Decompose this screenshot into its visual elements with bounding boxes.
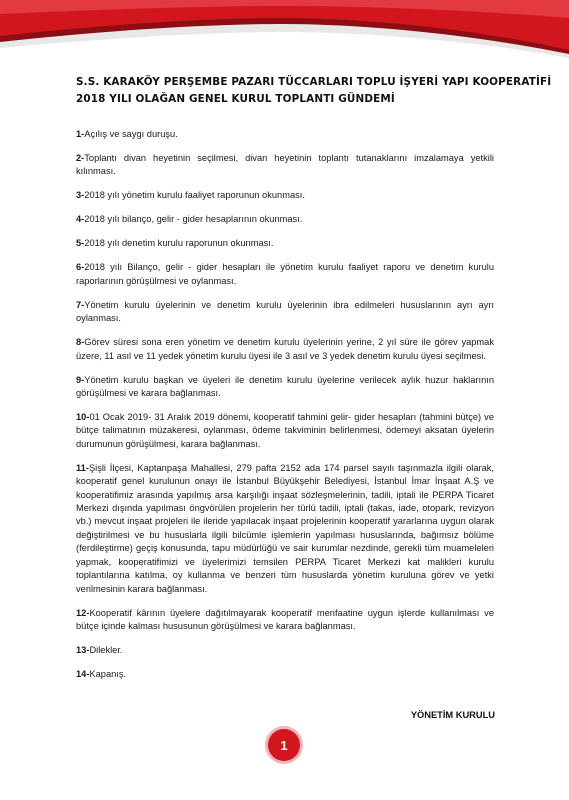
- agenda-item: [76, 411, 494, 451]
- agenda-item: [76, 607, 494, 634]
- agenda-item-text: Dilekler.: [89, 644, 123, 655]
- agenda-item-number: 11-: [76, 462, 89, 473]
- agenda-item: [76, 462, 494, 596]
- agenda-item-text: Yönetim kurulu üyelerinin ve denetim kurulu üyelerinin ibra edilmeleri hususlarının ayrı ayrı oylanması.: [76, 299, 494, 324]
- red-header-band: [0, 0, 569, 70]
- agenda-item-text: 2018 yılı yönetim kurulu faaliyet raporunun okunması.: [84, 190, 305, 201]
- agenda-item: [76, 299, 494, 326]
- agenda-item-text: 2018 yılı Bilanço, gelir - gider hesapları ile yönetim kurulu faaliyet raporu ve denetim kurulu raporlarının görüşülmesi ve oylanması.: [76, 262, 494, 286]
- agenda-item: [76, 237, 494, 250]
- agenda-item-text: 2018 yılı bilanço, gelir - gider hesaplarının okunması.: [84, 214, 303, 225]
- agenda-item-number: 1-: [76, 129, 85, 139]
- agenda-item: [76, 213, 494, 226]
- agenda-item: [76, 152, 494, 179]
- agenda-item-text: Kooperatif kârının üyelere dağıtılmayarak kooperatif menfaatine uygun işlerde kullanılması ve bütçe içinde kalması hususunun görüşülmesi ve karara bağlanması.: [76, 607, 494, 631]
- document-title: [76, 74, 552, 108]
- page-number: 1: [280, 737, 288, 753]
- agenda-item: [76, 336, 494, 363]
- page-number-badge: [268, 729, 300, 761]
- signature: YÖNETİM KURULU: [410, 710, 495, 720]
- agenda-item: [76, 128, 494, 141]
- agenda-item: [76, 668, 494, 681]
- agenda-item-number: 4-: [76, 214, 85, 225]
- agenda-item-text: Açılış ve saygı duruşu.: [84, 129, 178, 139]
- agenda-item-number: 12-: [76, 607, 90, 618]
- agenda-item-text: Şişli İlçesi, Kaptanpaşa Mahallesi, 279 pafta 2152 ada 174 parsel sayılı taşınmazla ilgili olarak, kooperatif genel kurulunun onayı ile İstanbul Büyükşehir Belediyesi, İstanbul İmar İnşaat A.Ş ve kooperatifimiz arasında yapılmış arsa karşılığı inşaat sözleşmelerinin, tadili, iptali ile PERPA Ticaret Merkezi dışında yapılması öngvörülen projelerin her türlü tadili, iptali (takas, iade, otopark, revizyon vb.) mevcut inşaat projeleri ile ileride yapılacak inşaat projelerinin kooperatif yararlarına uygun olarak değiştirilmesi ve bu hususlarla ilgili bilcümle işlemlerin yapılması hususlarında, bağımsız bölüme (ferdileştirme) geçiş konusunda, tapu müdürlüğü ve sair kurumlar nezdinde, gerekli tüm muameleleri yapmak, kooperatifimizi ve üyelerimizi temsilen PERPA Ticaret Merkezi kat malikleri kurulu toplantılarına katılma, oy kullanma ve benzeri tüm hususlarda yönetim kuruluna görev ve yetki verilmesinin karara bağlanması.: [76, 462, 494, 594]
- agenda-item-number: 13-: [76, 644, 90, 655]
- agenda-item: [76, 189, 494, 202]
- agenda-item-text: Görev süresi sona eren yönetim ve denetim kurulu üyelerinin yerine, 2 yıl süre ile görev yapmak üzere, 11 asıl ve 11 yedek yönetim kurulu üyesi ile 3 asıl ve 3 yedek denetim kurulu üyesi seçilmesi.: [76, 337, 494, 361]
- agenda-item-text: 01 Ocak 2019- 31 Aralık 2019 dönemi, kooperatif tahmini gelir- gider hesapları (tahmini bütçe) ve bütçe talimatının müzakeresi, oylanması, ödeme takviminin belirlenmesi, ödemeyi aksatan üyelerin durumunun görüşülmesi, karara bağlanması.: [76, 412, 494, 449]
- agenda-item-text: Toplantı divan heyetinin seçilmesi, divan heyetinin toplantı tutanaklarını imzalamaya yetkili kılınması.: [76, 153, 494, 177]
- title-line-2: 2018 YILI OLAĞAN GENEL KURUL TOPLANTI GÜNDEMİ: [76, 93, 395, 105]
- agenda-item-text: Yönetim kurulu başkan ve üyeleri ile denetim kurulu üyelerine verilecek aylık huzur haklarının görüşülmesi ve karara bağlanması.: [76, 374, 494, 399]
- agenda-item-number: 10-: [76, 412, 90, 423]
- agenda-item-number: 5-: [76, 238, 85, 249]
- agenda-item-number: 9-: [76, 374, 85, 385]
- agenda-item-number: 6-: [76, 262, 85, 273]
- agenda-item: [76, 374, 494, 401]
- agenda-item-text: Kapanış.: [89, 668, 127, 679]
- agenda-item-number: 8-: [76, 337, 85, 348]
- agenda-item-text: 2018 yılı denetim kurulu raporunun okunması.: [84, 238, 274, 249]
- agenda-item-number: 7-: [76, 299, 85, 310]
- agenda-item-number: 2-: [76, 153, 85, 163]
- agenda-item-number: 14-: [76, 668, 90, 679]
- agenda-item-number: 3-: [76, 190, 85, 201]
- agenda-item: [76, 261, 494, 288]
- title-line-1: S.S. KARAKÖY PERŞEMBE PAZARI TÜCCARLARI TOPLU İŞYERİ YAPI KOOPERATİFİ: [76, 76, 552, 88]
- agenda-list: [76, 128, 494, 692]
- agenda-item: [76, 644, 494, 657]
